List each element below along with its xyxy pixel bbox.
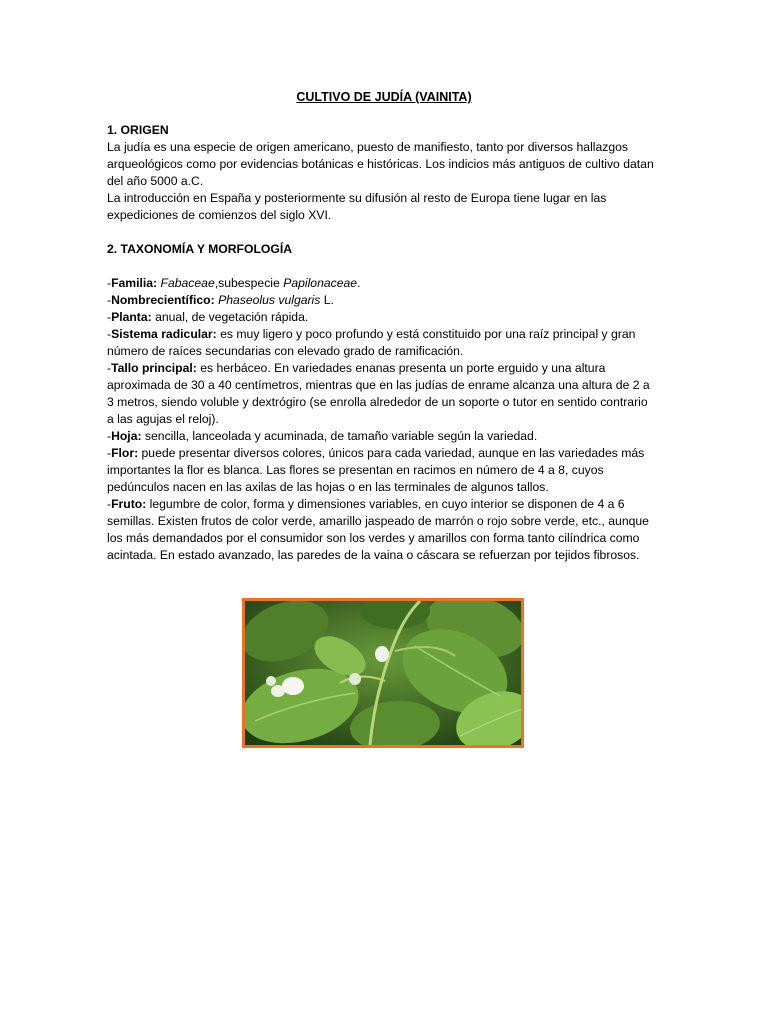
origen-paragraph-1: La judía es una especie de origen americano, puesto de manifiesto, tanto por diversos hallazgos arqueológicos como por evidencias botánicas e históricas. Los indicios más antiguos de cultivo datan del año 5000 a.C. bbox=[107, 140, 654, 188]
section-origen-heading: 1. ORIGEN bbox=[107, 123, 169, 137]
document-body bbox=[107, 122, 655, 564]
familia-item: -Familia: Fabaceae,subespecie Papilonaceae. bbox=[107, 276, 361, 290]
nombre-item: -Nombrecientífico: Phaseolus vulgaris L. bbox=[107, 293, 334, 307]
fruto-item: -Fruto: legumbre de color, forma y dimensiones variables, en cuyo interior se disponen de 4 a 6 semillas. Existen frutos de color verde, amarillo jaspeado de marrón o rojo sobre verde, etc., aunque los más demandados por el consumidor son los verdes y amarillos con forma tanto cilíndrica como acintada. En estado avanzado, las paredes de la vaina o cáscara se refuerzan por tejidos fibrosos. bbox=[107, 497, 649, 562]
document-title: CULTIVO DE JUDÍA (VAINITA) bbox=[296, 90, 472, 104]
origen-paragraph-2: La introducción en España y posteriormente su difusión al resto de Europa tiene lugar en las expediciones de comienzos del siglo XVI. bbox=[107, 191, 607, 222]
hoja-item: -Hoja: sencilla, lanceolada y acuminada, de tamaño variable según la variedad. bbox=[107, 429, 538, 443]
bean-plant-photo bbox=[242, 598, 524, 748]
section-taxonomia-heading: 2. TAXONOMÍA Y MORFOLOGÍA bbox=[107, 242, 293, 256]
sistema-item: -Sistema radicular: es muy ligero y poco profundo y está constituido por una raíz principal y gran número de raíces secundarias con elevado grado de ramificación. bbox=[107, 327, 636, 358]
bean-plant-illustration bbox=[245, 601, 521, 745]
planta-item: -Planta: anual, de vegetación rápida. bbox=[107, 310, 309, 324]
tallo-item: -Tallo principal: es herbáceo. En variedades enanas presenta un porte erguido y una altura aproximada de 30 a 40 centímetros, mientras que en las judías de enrame alcanza una altura de 2 a 3 metros, siendo voluble y dextrógiro (se enrolla alrededor de un soporte o tutor en sentido contrario a las agujas el reloj). bbox=[107, 361, 650, 426]
flor-item: -Flor: puede presentar diversos colores, únicos para cada variedad, aunque en las variedades más importantes la flor es blanca. Las flores se presentan en racimos en número de 4 a 8, cuyos pedúnculos nacen en las axilas de las hojas o en las terminales de algunos tallos. bbox=[107, 446, 645, 494]
